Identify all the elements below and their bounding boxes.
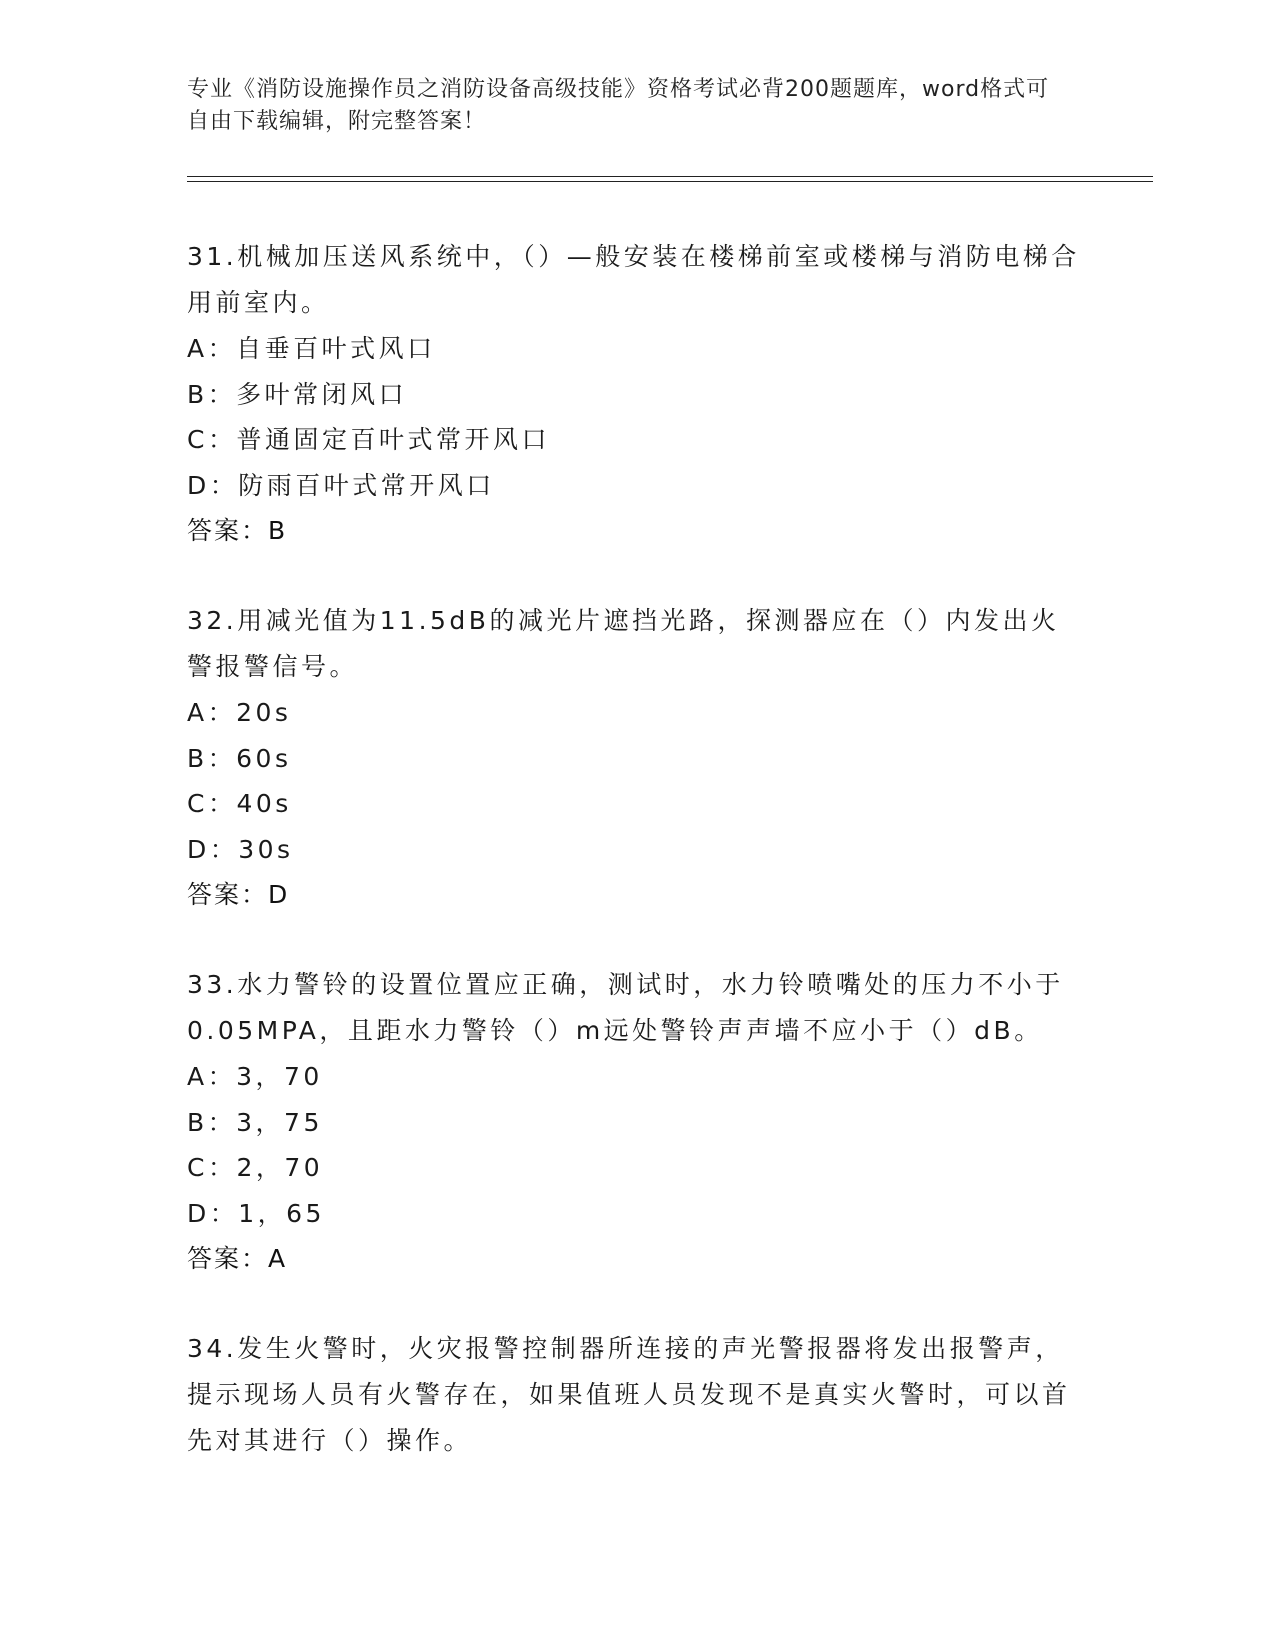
option-c: C：40s	[187, 789, 292, 818]
question-34	[187, 1326, 1087, 1464]
question-31	[187, 234, 1087, 554]
answer: 答案：D	[187, 880, 290, 909]
question-33	[187, 962, 1087, 1282]
option-d: D：防雨百叶式常开风口	[187, 470, 495, 500]
question-text: 32.用减光值为11.5dB的减光片遮挡光路，探测器应在（）内发出火警报警信号。	[187, 606, 1060, 681]
answer: 答案：A	[187, 1244, 288, 1273]
option-c: C：2，70	[187, 1153, 324, 1182]
header-divider-bottom	[187, 181, 1153, 182]
question-text: 33.水力警铃的设置位置应正确，测试时，水力铃喷嘴处的压力不小于0.05MPA，且距水力警铃（）m远处警铃声声墙不应小于（）dB。	[187, 970, 1064, 1045]
option-b: B：多叶常闭风口	[187, 379, 408, 409]
question-32	[187, 598, 1087, 918]
option-a: A：3，70	[187, 1062, 323, 1091]
option-c: C：普通固定百叶式常开风口	[187, 425, 550, 454]
answer: 答案：B	[187, 516, 288, 545]
option-a: A：自垂百叶式风口	[187, 334, 436, 363]
option-d: D：1，65	[187, 1198, 325, 1228]
option-b: B：60s	[187, 743, 292, 773]
option-b: B：3，75	[187, 1107, 323, 1137]
header-divider-top	[187, 176, 1153, 177]
option-d: D：30s	[187, 834, 294, 864]
question-text: 34.发生火警时，火灾报警控制器所连接的声光警报器将发出报警声，提示现场人员有火警存在，如果值班人员发现不是真实火警时，可以首先对其进行（）操作。	[187, 1334, 1071, 1455]
document-header: 专业《消防设施操作员之消防设备高级技能》资格考试必背200题题库，word格式可自由下载编辑，附完整答案！	[187, 77, 1050, 134]
option-a: A：20s	[187, 698, 292, 727]
question-text: 31.机械加压送风系统中，（）—般安装在楼梯前室或楼梯与消防电梯合用前室内。	[187, 242, 1080, 317]
question-list	[187, 234, 1087, 1508]
